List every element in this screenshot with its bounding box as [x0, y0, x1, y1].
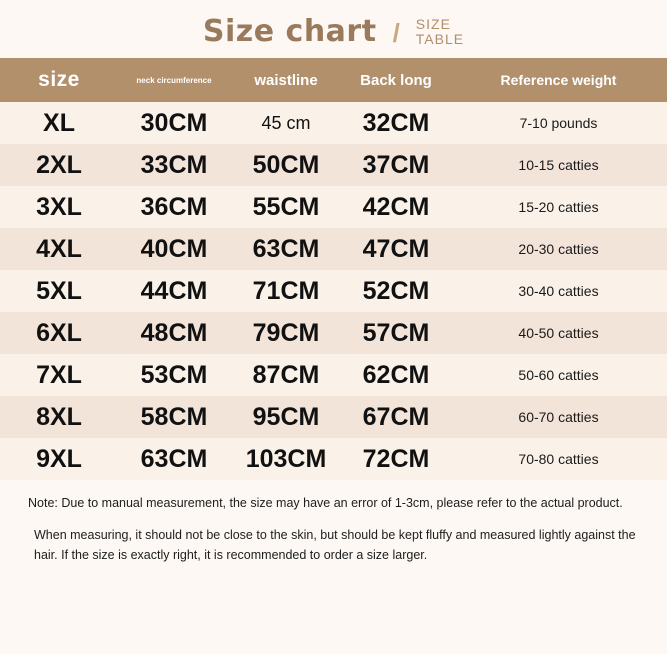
cell-waist: 55CM [230, 186, 342, 228]
cell-waist: 71CM [230, 270, 342, 312]
table-row [0, 354, 667, 396]
cell-back: 47CM [342, 228, 450, 270]
cell-back: 37CM [342, 144, 450, 186]
title-separator: / [392, 17, 400, 48]
table-body [0, 102, 667, 480]
column-header-waist: waistline [230, 58, 342, 102]
cell-back: 57CM [342, 312, 450, 354]
title-area [0, 0, 667, 58]
cell-waist: 50CM [230, 144, 342, 186]
cell-size: 4XL [0, 228, 118, 270]
cell-size: 3XL [0, 186, 118, 228]
cell-back: 42CM [342, 186, 450, 228]
note-measurement-error: Note: Due to manual measurement, the size may have an error of 1-3cm, please refer to the actual product. [28, 496, 623, 510]
sub-title [416, 17, 464, 46]
table-row [0, 144, 667, 186]
cell-neck: 44CM [118, 270, 230, 312]
column-header-weight: Reference weight [450, 58, 667, 102]
table-row [0, 102, 667, 144]
column-header-neck: neck circumference [118, 58, 230, 102]
cell-neck: 58CM [118, 396, 230, 438]
sub-title-line-1: SIZE [415, 16, 451, 33]
table-row [0, 186, 667, 228]
cell-waist: 95CM [230, 396, 342, 438]
notes-section [0, 480, 667, 565]
cell-size: 6XL [0, 312, 118, 354]
cell-back: 67CM [342, 396, 450, 438]
table-row [0, 270, 667, 312]
cell-back: 32CM [342, 102, 450, 144]
cell-size: 5XL [0, 270, 118, 312]
cell-size: 9XL [0, 438, 118, 480]
cell-weight: 40-50 catties [450, 312, 667, 354]
size-table [0, 58, 667, 480]
note-measuring-tip: When measuring, it should not be close to the skin, but should be kept fluffy and measured lightly against the hair. If the size is exactly right, it is recommended to order a size larger. [34, 528, 636, 562]
cell-neck: 40CM [118, 228, 230, 270]
table-header [0, 58, 667, 102]
cell-back: 72CM [342, 438, 450, 480]
cell-back: 62CM [342, 354, 450, 396]
cell-neck: 33CM [118, 144, 230, 186]
cell-weight: 50-60 catties [450, 354, 667, 396]
cell-neck: 30CM [118, 102, 230, 144]
page-title: Size chart [202, 13, 377, 49]
sub-title-line-2: TABLE [415, 31, 465, 47]
cell-waist: 87CM [230, 354, 342, 396]
cell-waist: 79CM [230, 312, 342, 354]
cell-waist: 63CM [230, 228, 342, 270]
cell-neck: 48CM [118, 312, 230, 354]
column-header-back: Back long [342, 58, 450, 102]
cell-size: 7XL [0, 354, 118, 396]
cell-weight: 7-10 pounds [450, 102, 667, 144]
cell-waist: 45 cm [230, 102, 342, 144]
cell-weight: 70-80 catties [450, 438, 667, 480]
column-header-size: size [0, 58, 118, 102]
table-header-row [0, 58, 667, 102]
cell-size: 8XL [0, 396, 118, 438]
cell-weight: 60-70 catties [450, 396, 667, 438]
table-row [0, 312, 667, 354]
cell-weight: 15-20 catties [450, 186, 667, 228]
cell-neck: 63CM [118, 438, 230, 480]
cell-size: XL [0, 102, 118, 144]
cell-waist: 103CM [230, 438, 342, 480]
cell-weight: 20-30 catties [450, 228, 667, 270]
cell-weight: 30-40 catties [450, 270, 667, 312]
cell-neck: 53CM [118, 354, 230, 396]
cell-neck: 36CM [118, 186, 230, 228]
table-row [0, 228, 667, 270]
table-row [0, 438, 667, 480]
cell-weight: 10-15 catties [450, 144, 667, 186]
cell-back: 52CM [342, 270, 450, 312]
cell-size: 2XL [0, 144, 118, 186]
table-row [0, 396, 667, 438]
